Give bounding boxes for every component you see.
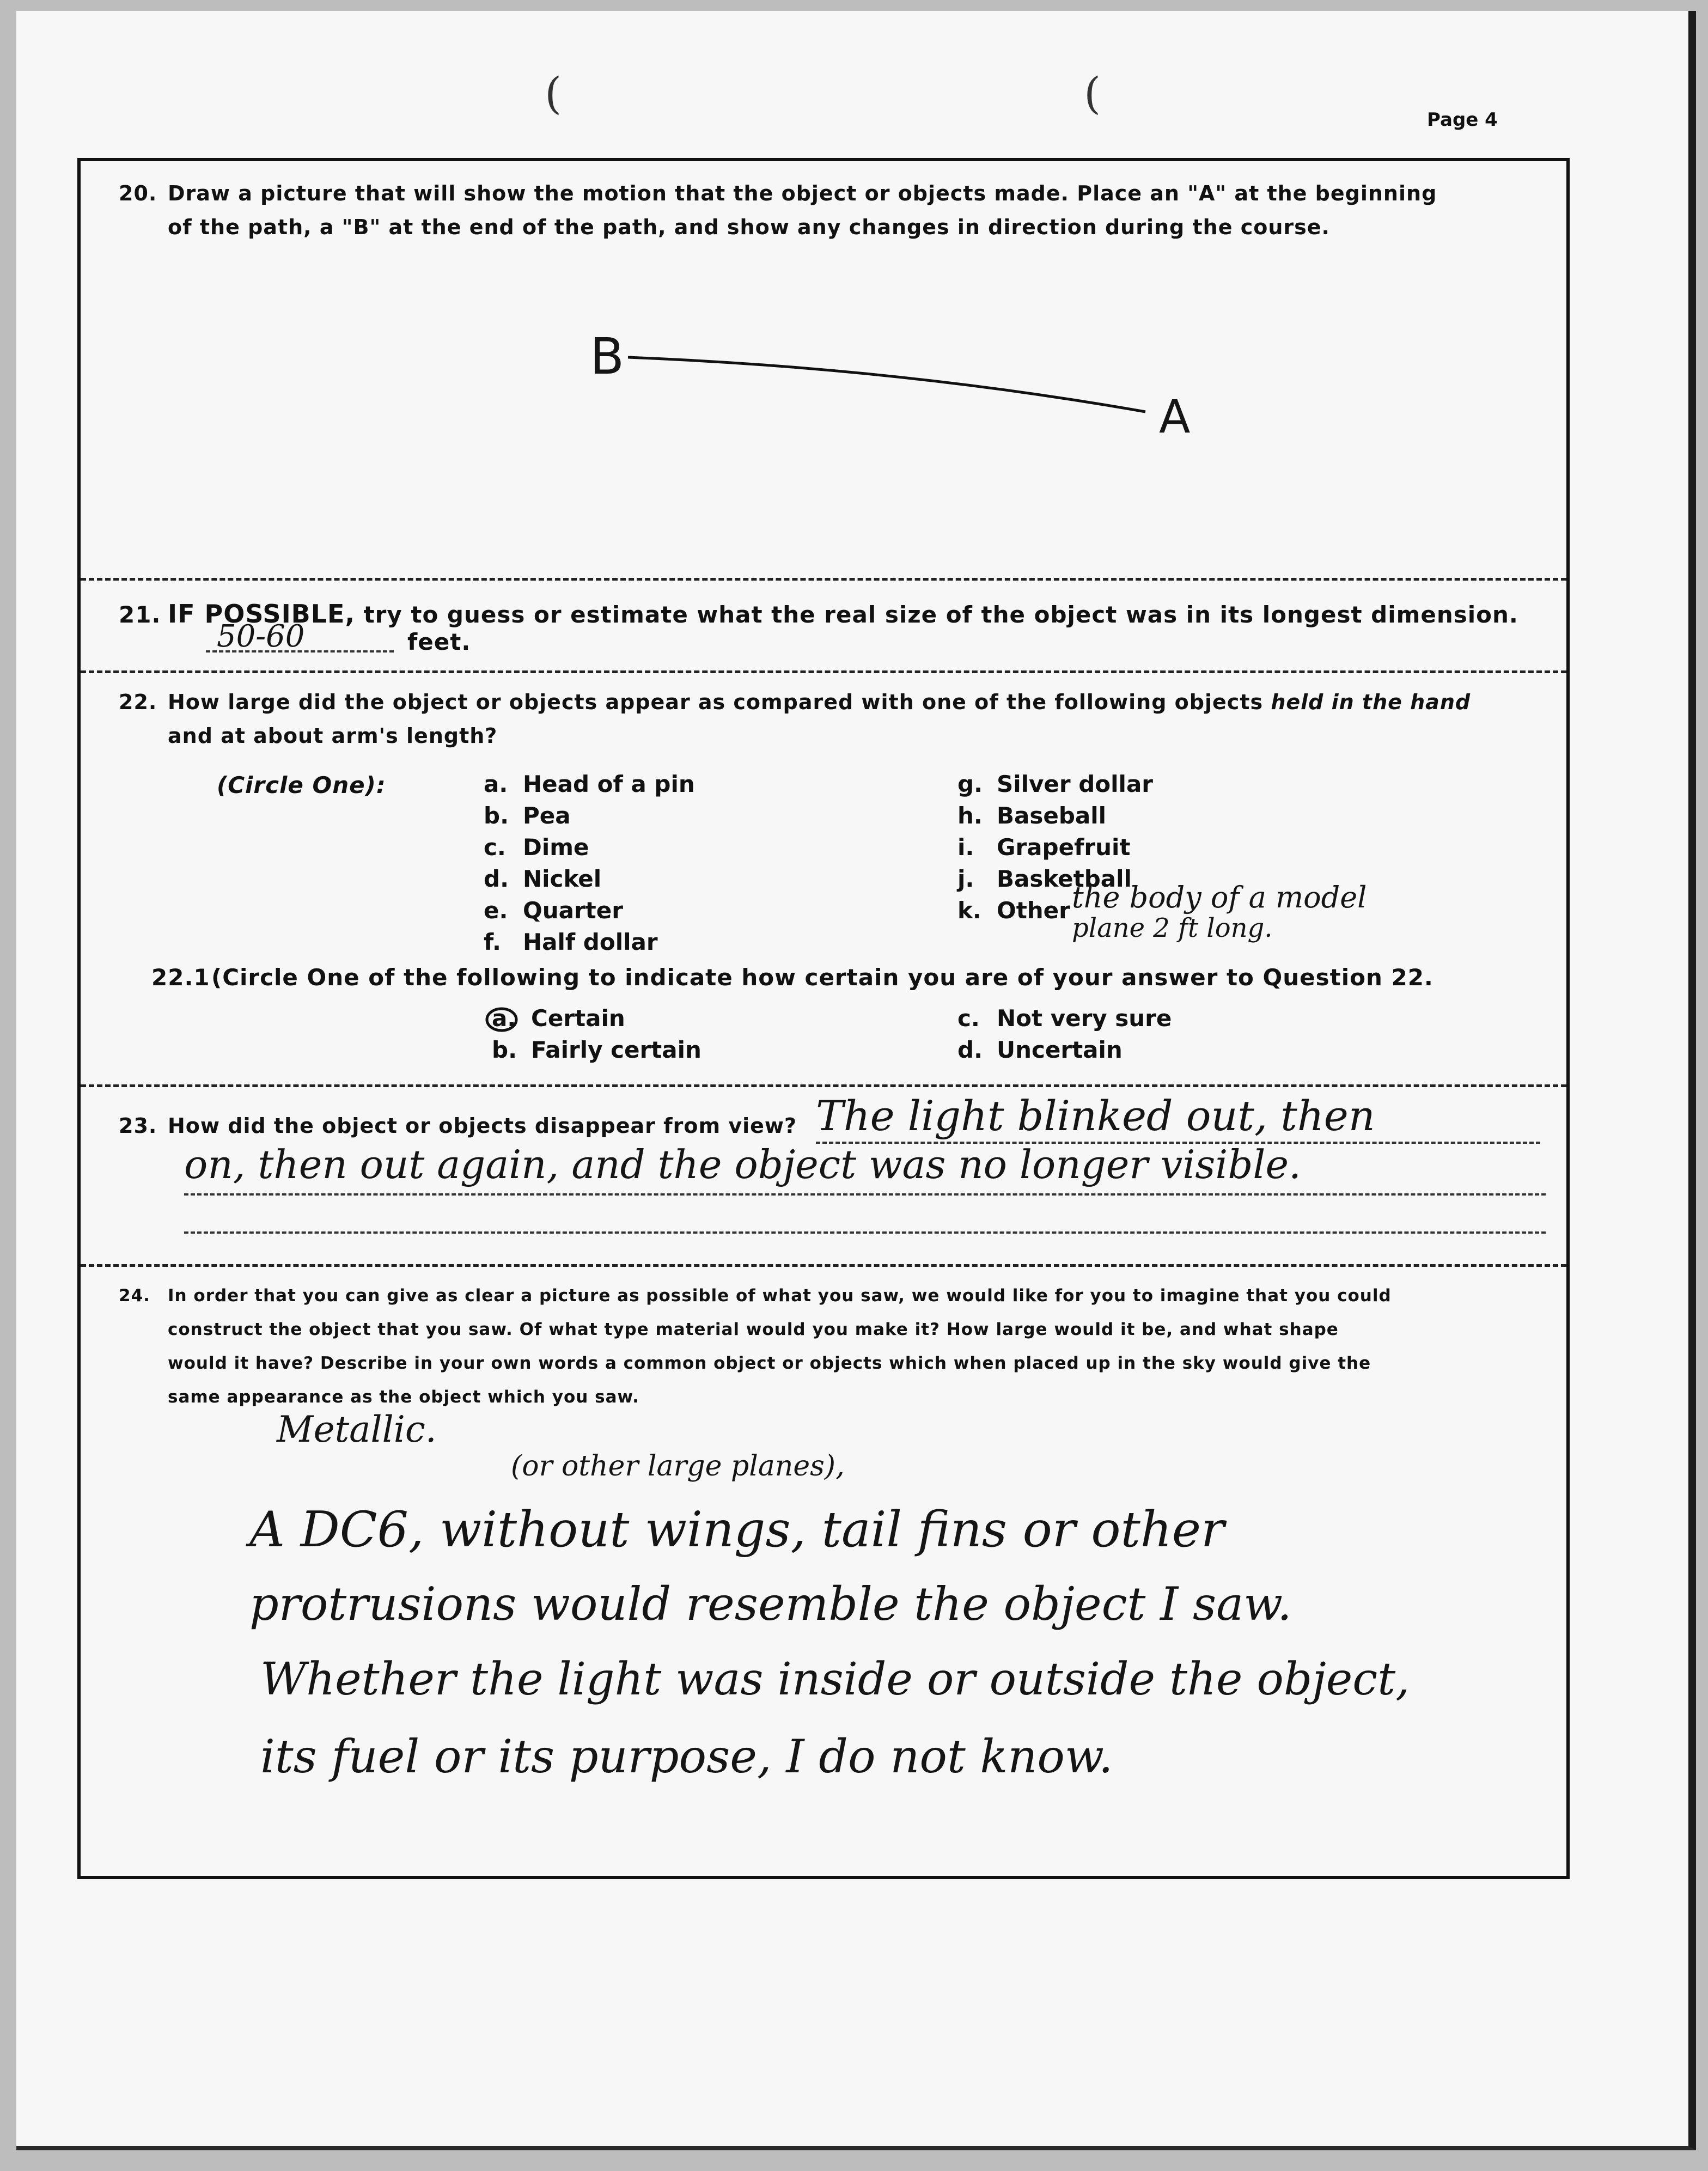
question-number: 23. [119, 1114, 157, 1138]
description-line2: protrusions would resemble the object I saw. [249, 1577, 1292, 1631]
question-20-section [81, 161, 1566, 581]
option-basketball[interactable]: j. Basketball [957, 865, 1132, 892]
size-unit: feet. [407, 629, 471, 655]
material-answer: Metallic. [277, 1408, 437, 1450]
question-number: 22. [119, 690, 157, 714]
question-23-prompt: 23. How did the object or objects disappear from view? [119, 1109, 797, 1143]
option-not-very-sure[interactable]: c. Not very sure [957, 1005, 1172, 1032]
option-half-dollar[interactable]: f. Half dollar [484, 929, 658, 955]
disappear-answer-line1: The light blinked out, then [816, 1091, 1375, 1140]
option-nickel[interactable]: d. Nickel [484, 865, 602, 892]
question-23-section [81, 1087, 1566, 1267]
description-line3: Whether the light was inside or outside the object, [260, 1654, 1410, 1705]
other-answer-line2: plane 2 ft long. [1072, 913, 1273, 943]
disappear-answer-line2: on, then out again, and the object was no longer visible. [184, 1142, 1301, 1187]
circle-mark [485, 1006, 518, 1033]
document-page [16, 11, 1696, 2150]
option-baseball[interactable]: h. Baseball [957, 802, 1107, 829]
answer-insertion: (or other large planes), [511, 1450, 845, 1483]
question-number: 21. [119, 601, 161, 628]
option-fairly-certain[interactable]: b. Fairly certain [492, 1036, 701, 1063]
option-uncertain[interactable]: d. Uncertain [957, 1036, 1123, 1063]
question-21-prompt: 21. IF POSSIBLE, try to guess or estimate what the real size of the object was in its longest dimension. [119, 597, 1535, 632]
question-20-prompt: 20. Draw a picture that will show the motion that the object or objects made. Place an "A" at the beginning of the path, a "B" at the end of the path, and show any changes in direction during the course. [119, 176, 1535, 244]
certainty-options-right [957, 1003, 1172, 1066]
option-silver-dollar[interactable]: g. Silver dollar [957, 771, 1154, 797]
option-head-of-pin[interactable]: a. Head of a pin [484, 771, 695, 797]
question-21-section [81, 581, 1566, 673]
size-answer: 50-60 [217, 619, 305, 654]
page-number: Page 4 [1427, 109, 1498, 131]
option-quarter[interactable]: e. Quarter [484, 897, 623, 924]
question-24-section [81, 1267, 1566, 1877]
certainty-options-left [492, 1003, 701, 1066]
question-number: 24. [119, 1286, 150, 1306]
option-pea[interactable]: b. Pea [484, 802, 571, 829]
question-22-1-prompt: 22.1(Circle One of the following to indicate how certain you are of your answer to Question 22. [151, 961, 1433, 995]
description-line1: A DC6, without wings, tail fins or other [249, 1501, 1224, 1558]
option-certain[interactable]: a. Certain [492, 1003, 701, 1034]
option-grapefruit[interactable]: i. Grapefruit [957, 834, 1131, 861]
question-22-prompt: 22. How large did the object or objects appear as compared with one of the following objects held in the hand and at about arm's length? [119, 685, 1535, 753]
answer-underline [184, 1193, 1546, 1196]
question-number: 22.1 [151, 964, 210, 991]
answer-underline [184, 1231, 1546, 1234]
circle-one-instruction: (Circle One): [217, 772, 386, 798]
path-end-label: B [590, 327, 625, 386]
description-line4: its fuel or its purpose, I do not know. [260, 1730, 1113, 1783]
option-dime[interactable]: c. Dime [484, 834, 589, 861]
path-start-label: A [1159, 390, 1191, 443]
margin-mark: ( [545, 68, 562, 119]
question-22-section [81, 673, 1566, 1087]
option-other[interactable]: k. Other [957, 897, 1070, 924]
question-24-prompt: 24. In order that you can give as clear a picture as possible of what you saw, we would like for you to imagine that you could construct the object that you saw. Of what type material would you make it? How large would it be, and what shape would it have? Describe in your own words a common object or objects which when placed up in the sky would give the same appearance as the object which you saw. [119, 1279, 1557, 1414]
margin-mark: ( [1084, 68, 1101, 119]
question-number: 20. [119, 181, 157, 205]
motion-path-drawing [81, 161, 1567, 581]
size-options-left [484, 769, 695, 958]
other-answer-line1: the body of a model [1072, 880, 1367, 914]
questionnaire-frame [77, 158, 1570, 1879]
